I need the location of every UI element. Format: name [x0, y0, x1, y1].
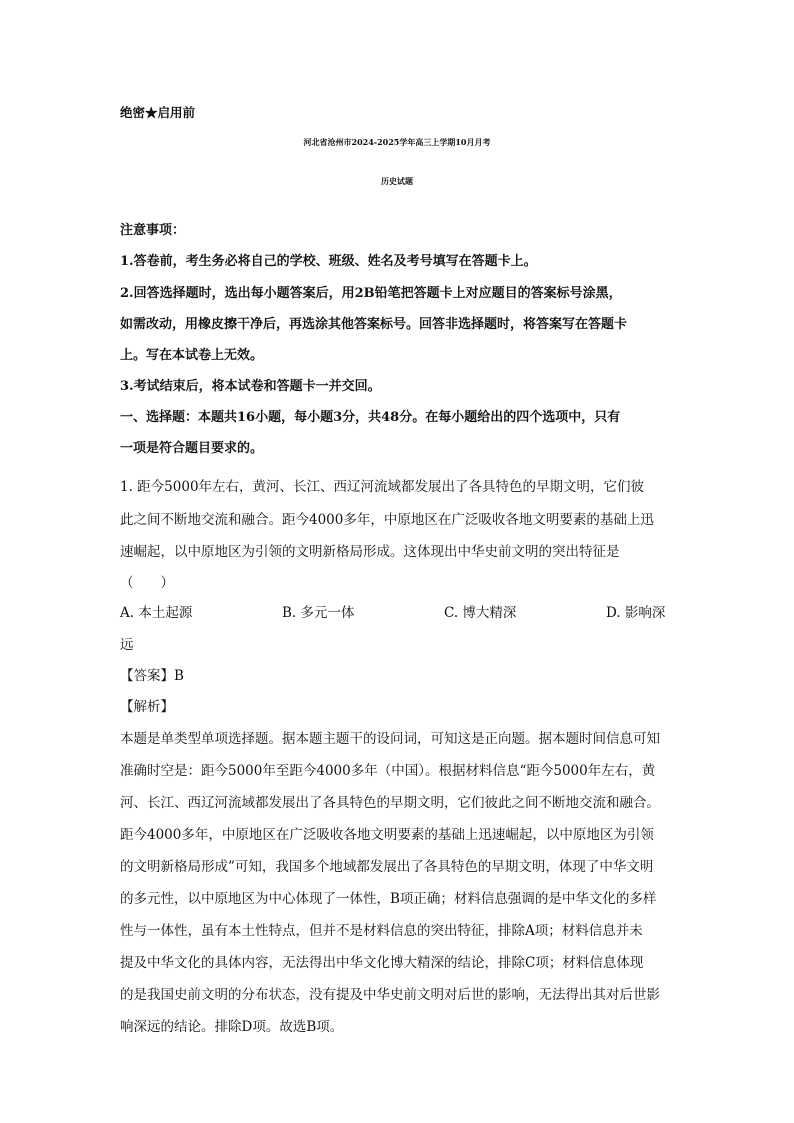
option-b: B. 多元一体 [282, 605, 355, 621]
analysis-line: 的文明新格局形成”可知，我国多个地域都发展出了各具特色的早期文明，体现了中华文明 [120, 859, 654, 875]
section-heading: 一、选择题：本题共16小题，每小题3分，共48分。在每小题给出的四个选项中，只有 [120, 410, 621, 425]
notes-item: 上。写在本试卷上无效。 [120, 348, 264, 363]
exam-subtitle: 历史试题 [381, 176, 413, 186]
analysis-line: 准确时空是：距今5000年至距今4000多年（中国）。根据材料信息“距今5000年左右，黄 [120, 763, 656, 779]
notes-item: 1.答卷前，考生务必将自己的学校、班级、姓名及考号填写在答题卡上。 [120, 254, 537, 269]
analysis-line: 提及中华文化的具体内容，无法得出中华文化博大精深的结论，排除C项；材料信息体现 [120, 955, 644, 971]
answer: 【答案】B [120, 668, 184, 684]
analysis-line: 距今4000多年，中原地区在广泛吸收各地文明要素的基础上迅速崛起，以中原地区为引领 [120, 827, 654, 843]
analysis-line: 的多元性，以中原地区为中心体现了一体性，B项正确；材料信息强调的是中华文化的多样 [120, 891, 657, 907]
analysis-line: 响深远的结论。排除D项。故选B项。 [120, 1019, 344, 1035]
notes-heading: 注意事项： [120, 223, 186, 238]
notes-item: 如需改动，用橡皮擦干净后，再选涂其他答案标号。回答非选择题时，将答案写在答题卡 [120, 317, 628, 332]
question-stem: 此之间不断地交流和融合。距今4000多年，中原地区在广泛吸收各地文明要素的基础上迅 [120, 512, 654, 528]
analysis-heading: 【解析】 [120, 699, 174, 715]
section-heading-cont: 一项是符合题目要求的。 [120, 441, 264, 456]
question-stem: 速崛起，以中原地区为引领的文明新格局形成。这体现出中华史前文明的突出特征是 [120, 544, 620, 560]
exam-title: 河北省沧州市2024-2025学年高三上学期10月月考 [303, 137, 491, 147]
notes-item: 3.考试结束后，将本试卷和答题卡一并交回。 [120, 379, 381, 394]
analysis-line: 本题是单类型单项选择题。据本题主题干的设问词，可知这是正向题。据本题时间信息可知 [120, 731, 660, 747]
notes-item: 2.回答选择题时，选出每小题答案后，用2B铅笔把答题卡上对应题目的答案标号涂黑， [120, 286, 622, 301]
option-d: D. 影响深 [606, 605, 666, 621]
analysis-line: 性与一体性，虽有本土性特点，但并不是材料信息的突出特征，排除A项；材料信息并未 [120, 923, 643, 939]
option-c: C. 博大精深 [444, 605, 517, 621]
secret-mark: 绝密★启用前 [120, 105, 196, 120]
analysis-line: 的是我国史前文明的分布状态，没有提及中华史前文明对后世的影响，无法得出其对后世影 [120, 987, 660, 1003]
analysis-line: 河、长江、西辽河流域都发展出了各具特色的早期文明，它们彼此之间不断地交流和融合。 [120, 795, 660, 811]
question-bracket: （ ） [120, 575, 174, 591]
option-d-wrap: 远 [120, 637, 134, 653]
question-stem: 1. 距今5000年左右，黄河、长江、西辽河流域都发展出了各具特色的早期文明，它们彼 [120, 479, 645, 495]
option-a: A. 本土起源 [120, 605, 193, 621]
